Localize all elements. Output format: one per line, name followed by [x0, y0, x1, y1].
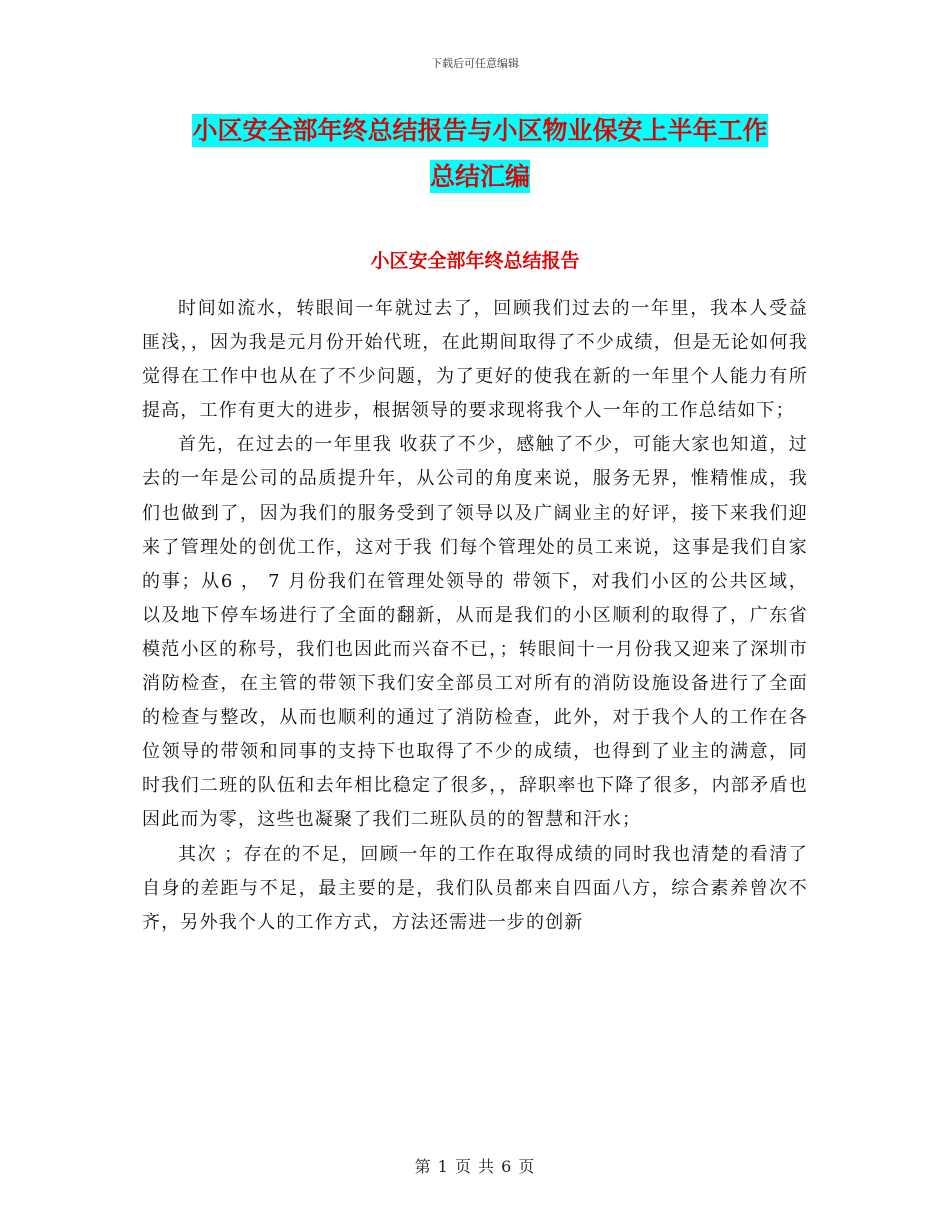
document-title: [140, 108, 820, 200]
header-note: 下载后可任意编辑: [431, 57, 519, 70]
paragraph-3: 其次 ；存在的不足，回顾一年的工作在取得成绩的同时我也清楚的看清了自身的差距与不足，最主要的是，我们队员都来自四面八方，综合素养曾次不齐，另外我个人的工作方式，方法还需进一步的创新: [142, 843, 808, 933]
page-footer: 第 1 页 共 6 页: [414, 1157, 536, 1176]
document-title-line-2: 总结汇编: [429, 162, 530, 191]
paragraph-2: 首先，在过去的一年里我 收获了不少，感触了不少，可能大家也知道，过去的一年是公司的品质提升年，从公司的角度来说，服务无界，惟精惟成，我们也做到了，因为我们的服务受到了领导以及广阔业主的好评，接下来我们迎来了管理处的创优工作，这对于我 们每个管理处的员工来说，这事是我们自家的事；从6 ， 7 月份我们在管理处领导的 带领下，对我们小区的公共区域，以及地下停车场进行了全面的翻新，从而是我们的小区顺利的取得了，广东省模范小区的称号，我们也因此而兴奋不已，；转眼间十一月份我又迎来了深圳市消防检查，在主管的带领下我们安全部员工对所有的消防设施设备进行了全面的检查与整改，从而也顺利的通过了消防检查，此外，对于我个人的工作在各位领导的带领和同事的支持下也取得了不少的成绩，也得到了业主的满意，同时我们二班的队伍和去年相比稳定了很多，，辞职率也下降了很多，内部矛盾也因此而为零，这些也凝聚了我们二班队员的的智慧和汗水；: [142, 434, 808, 831]
document-title-line-1: 小区安全部年终总结报告与小区物业保安上半年工作: [192, 116, 768, 145]
body-text: [142, 292, 808, 940]
paragraph-1: 时间如流水，转眼间一年就过去了，回顾我们过去的一年里，我本人受益匪浅，，因为我是元月份开始代班，在此期间取得了不少成绩，但是无论如何我觉得在工作中也从在了不少问题，为了更好的使我在新的一年里个人能力有所提高，工作有更大的进步，根据领导的要求现将我个人一年的工作总结如下；: [142, 298, 808, 422]
section-title: 小区安全部年终总结报告: [370, 250, 580, 272]
